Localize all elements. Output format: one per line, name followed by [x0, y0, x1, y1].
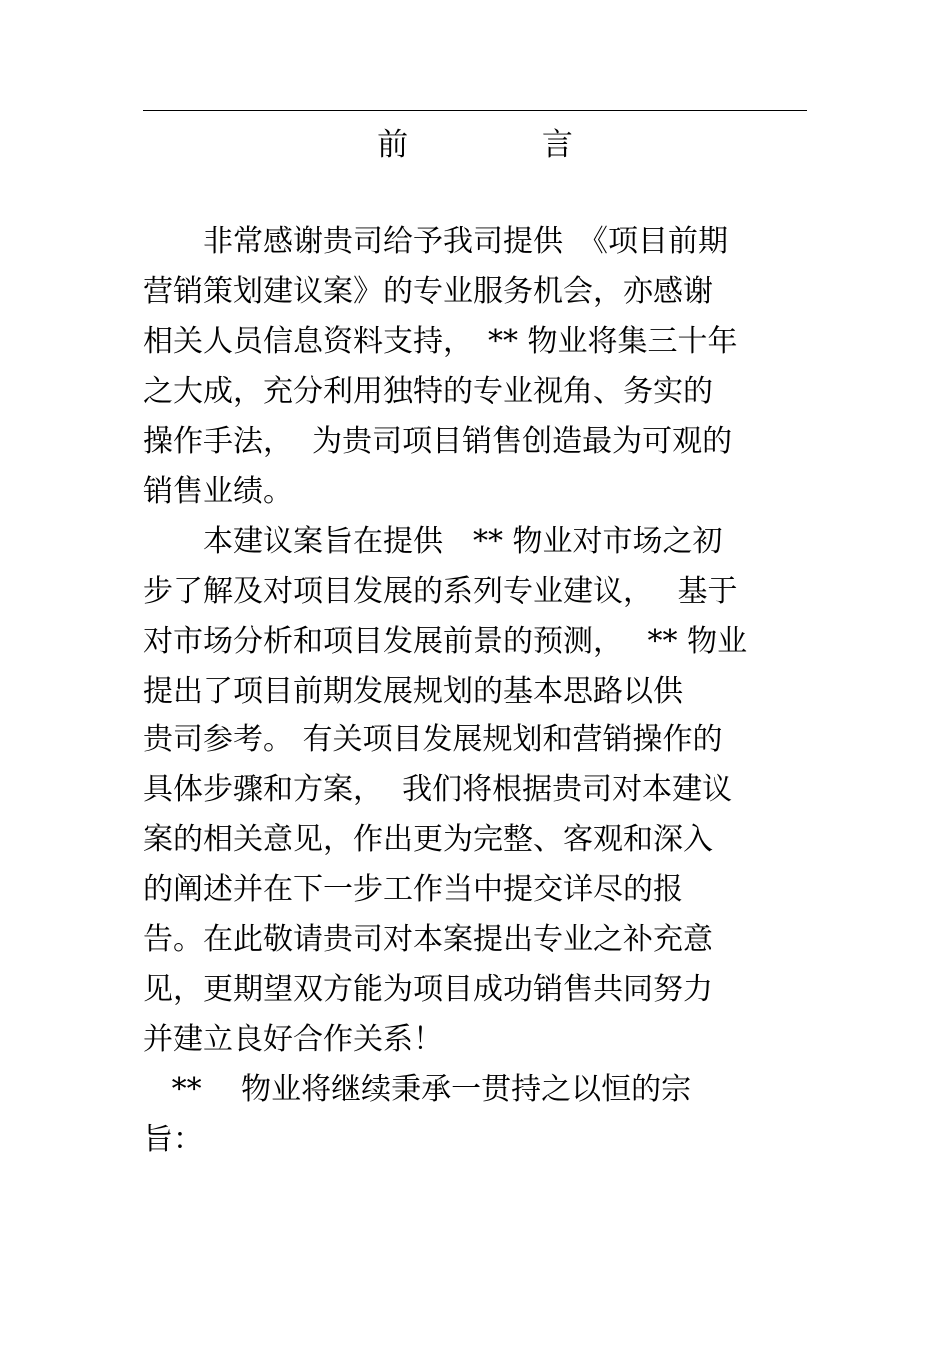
text-line: 告。在此敬请贵司对本案提出专业之补充意 — [143, 922, 713, 957]
text-line: 的阐述并在下一步工作当中提交详尽的报 — [143, 872, 683, 907]
text-line: 销售业绩。 — [143, 474, 293, 509]
text-line: 非常感谢贵司给予我司提供 《项目前期 — [143, 224, 728, 259]
text-line: 对市场分析和项目发展前景的预测， ** 物业 — [143, 624, 748, 659]
text-line: 贵司参考。 有关项目发展规划和营销操作的 — [143, 722, 723, 757]
header-rule — [143, 110, 807, 111]
text-line: 案的相关意见，作出更为完整、客观和深入 — [143, 822, 713, 857]
text-line: 具体步骤和方案， 我们将根据贵司对本建议 — [143, 772, 733, 807]
text-line: 操作手法， 为贵司项目销售创造最为可观的 — [143, 424, 733, 459]
text-line: ** 物业将继续秉承一贯持之以恒的宗 — [143, 1072, 692, 1107]
text-line: 之大成，充分利用独特的专业视角、务实的 — [143, 374, 713, 409]
text-line: 营销策划建议案》的专业服务机会，亦感谢 — [143, 274, 713, 309]
text-line: 本建议案旨在提供 ** 物业对市场之初 — [143, 524, 723, 559]
text-line: 并建立良好合作关系！ — [143, 1022, 443, 1057]
text-line: 步了解及对项目发展的系列专业建议， 基于 — [143, 574, 738, 609]
text-line: 旨： — [143, 1122, 203, 1157]
page-title: 前 言 — [377, 127, 635, 163]
text-line: 提出了项目前期发展规划的基本思路以供 — [143, 674, 683, 709]
text-line: 相关人员信息资料支持， ** 物业将集三十年 — [143, 324, 738, 359]
text-line: 见，更期望双方能为项目成功销售共同努力 — [143, 972, 713, 1007]
